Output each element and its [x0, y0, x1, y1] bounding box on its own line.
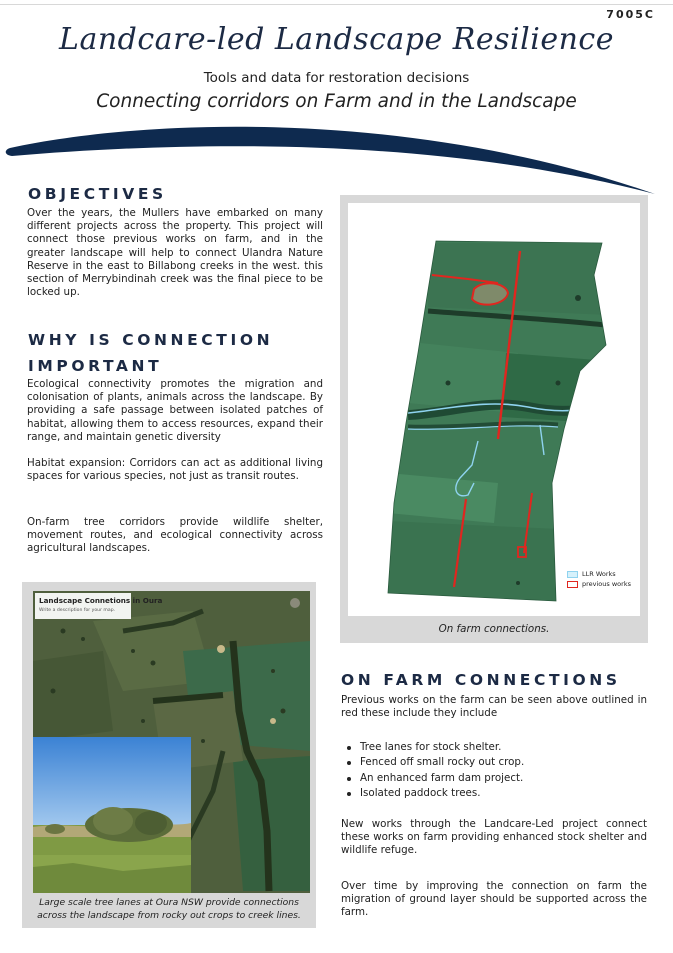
page-subtitle: Tools and data for restoration decisions	[203, 70, 470, 86]
map-legend	[567, 570, 631, 588]
why-heading-line2: IMPORTANT	[28, 357, 163, 375]
list-item: Isolated paddock trees.	[342, 786, 642, 801]
map-title: Landscape Connetions in Oura	[39, 596, 163, 605]
list-item: Fenced off small rocky out crop.	[342, 755, 642, 770]
map-title-box	[35, 593, 163, 619]
document-code: 7005C	[606, 8, 655, 21]
on-farm-paragraph-3: Over time by improving the connection on farm the migration of ground layer should be supported across the farm.	[341, 880, 647, 919]
legend-item-previous	[567, 580, 631, 588]
legend-label-previous: previous works	[582, 580, 631, 588]
legend-label-llr: LLR Works	[582, 570, 616, 578]
list-item: An enhanced farm dam project.	[342, 771, 642, 786]
why-heading-line1: WHY IS CONNECTION	[28, 331, 274, 349]
on-farm-paragraph-2: New works through the Landcare-Led project connect these works on farm providing enhanced stock shelter and wildlife refuge.	[341, 818, 647, 857]
page-title: Landcare-led Landscape Resilience	[59, 22, 614, 57]
legend-swatch-icon	[567, 571, 578, 578]
farm-map-figure	[340, 195, 648, 643]
on-farm-heading: ON FARM CONNECTIONS	[341, 671, 621, 689]
farm-map	[348, 203, 640, 616]
legend-item-llr	[567, 570, 631, 578]
objectives-text: Over the years, the Mullers have embarked on many different projects across the property. This project will connect those previous works on farm, and in the greater landscape will help to connect Ulandra Nature Reserve in the east to Billabong creeks in the west. this section of Merrybindinah creek was the final piece to be locked up.	[27, 207, 323, 299]
landscape-caption-line1: Large scale tree lanes at Oura NSW provide connections	[39, 897, 299, 908]
top-rule	[0, 4, 673, 5]
previous-works-list	[342, 740, 642, 802]
page-tagline: Connecting corridors on Farm and in the Landscape	[96, 91, 577, 112]
farm-map-caption: On farm connections.	[438, 623, 550, 635]
on-farm-intro: Previous works on the farm can be seen above outlined in red these include they include	[341, 694, 647, 720]
landscape-caption	[26, 896, 312, 923]
objectives-heading: OBJECTIVES	[28, 185, 167, 203]
aerial-map	[33, 591, 310, 893]
farm-map-image	[348, 203, 640, 616]
landscape-figure	[22, 582, 316, 928]
list-item: Tree lanes for stock shelter.	[342, 740, 642, 755]
landscape-caption-line2: across the landscape from rocky out crops to creek lines.	[37, 910, 301, 922]
why-paragraph-2: Habitat expansion: Corridors can act as additional living spaces for various species, not just as transit routes.	[27, 457, 323, 483]
tree-lane-photo	[33, 737, 191, 893]
why-paragraph-1: Ecological connectivity promotes the migration and colonisation of plants, animals across the landscape. By providing a safe passage between isolated patches of habitat, allowing them to access resources, expand their range, and maintain genetic diversity	[27, 378, 323, 443]
legend-swatch-icon	[567, 581, 578, 588]
why-paragraph-3: On-farm tree corridors provide wildlife shelter, movement routes, and ecological connectivity across agricultural landscapes.	[27, 516, 323, 555]
map-subtitle: Write a description for your map.	[39, 608, 116, 613]
